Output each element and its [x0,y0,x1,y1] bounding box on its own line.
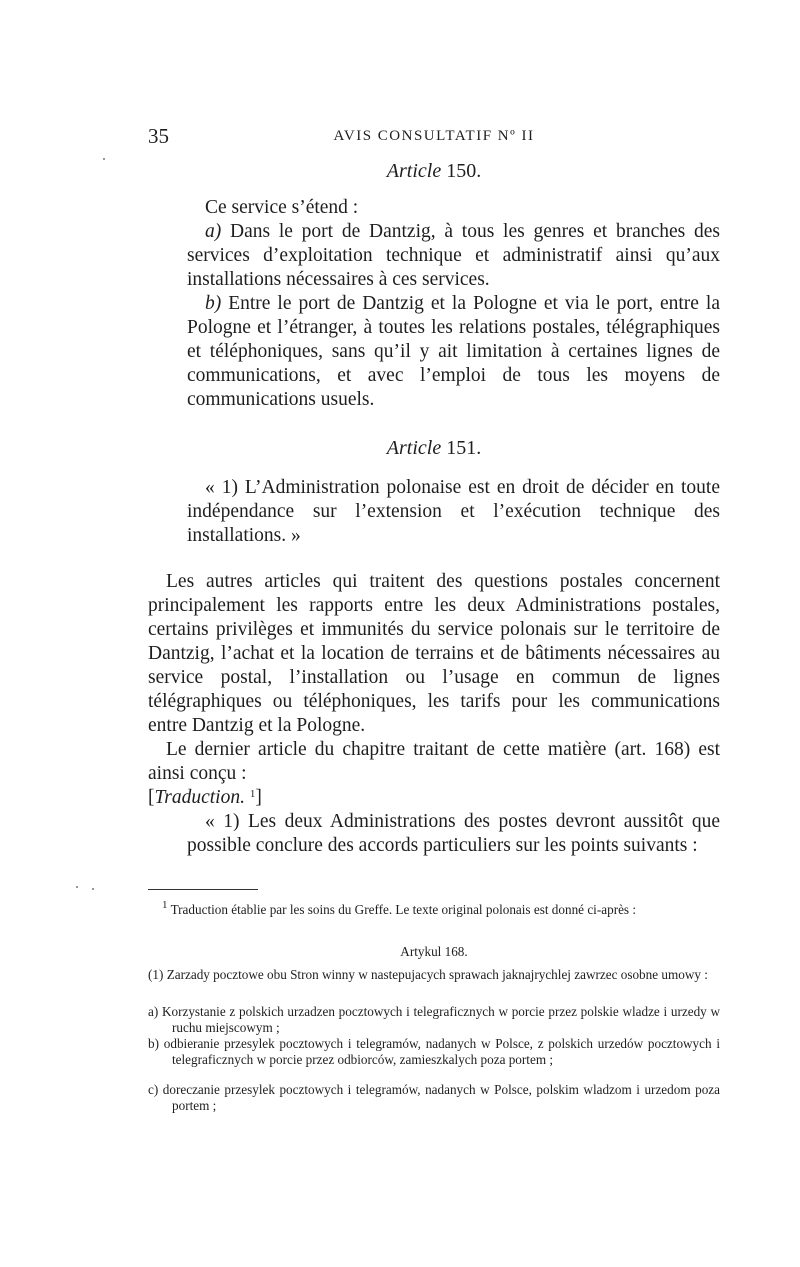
polish-item-a [148,1004,720,1036]
article-word: Article [386,437,442,459]
item-text: Entre le port de Dantzig et la Pologne et via le port, entre la Pologne et l’étranger, à toutes les relations postales, télégraphiques et téléphoniques, sans qu’il y ait limitation à certaines lignes de communications, et avec l’emploi de tous les moyens de communications usuels. [187,293,720,410]
polish-marker: c) [148,1082,159,1097]
polish-paragraph-1 [148,967,720,983]
article-150-item-b [187,292,720,412]
article-number: 150. [446,160,482,182]
polish-item-c [148,1082,720,1114]
polish-text: Zarzady pocztowe obu Stron winny w nastepujacych sprawach jaknajrychlej zawrzec osobne umowy : [166,967,708,982]
polish-heading: Artykul 168. [400,944,468,959]
bracket-close: ] [255,787,262,808]
polish-item-b [148,1036,720,1068]
quoted-article-168: « 1) Les deux Administrations des postes devront aussitôt que possible conclure des accords particuliers sur les points suivants : [187,811,720,856]
polish-text: Korzystanie z polskich urzadzen pocztowych i telegraficznych w porcie przez polskie wladze i urzedy w ruchu miejscowym ; [161,1004,720,1035]
footnote-text: Traduction établie par les soins du Greffe. Le texte original polonais est donné ci-après : [170,902,637,917]
article-151-title [148,437,720,460]
article-150-intro: Ce service s’étend : [205,197,359,218]
traduction-word: Traduction. [154,787,245,808]
body-paragraph-1: Les autres articles qui traitent des questions postales concernent principalement les rapports entre les deux Administrations postales, certains privilèges et immunités du service polonais sur le territoire de Dantzig, l’achat et la location de terrains et de bâtiments nécessaires au service postal, l’installation ou l’usage en commun de lignes télégraphiques ou téléphoniques, les tarifs pour les communications entre Dantzig et la Pologne. [148,571,720,736]
page-number: 35 [148,124,169,148]
item-text: Dans le port de Dantzig, à tous les genres et branches des services d’exploitation technique et administratif ainsi qu’aux installations nécessaires à ces services. [187,221,720,290]
item-marker: a) [205,221,222,242]
traduction-label [148,786,720,810]
article-150-title [148,160,720,183]
footnote-marker: 1 [162,899,168,911]
polish-text: odbieranie przesylek pocztowych i telegramów, nadanych w Polsce, z polskich urzedów pocztowych i telegraficznych w porcie przez odbiorców, zamieszkalych poza portem ; [163,1036,721,1067]
bracket-open: [ [148,787,155,808]
scan-speck [103,158,105,160]
polish-marker: b) [148,1036,159,1051]
polish-marker: (1) [148,967,164,982]
footnote-ref: 1 [249,788,256,800]
scan-speck [92,888,94,890]
running-title: AVIS CONSULTATIF Nº II [333,128,535,144]
footnote-1 [148,899,720,918]
body-paragraph-2: Le dernier article du chapitre traitant de cette matière (art. 168) est ainsi conçu : [148,739,720,784]
article-151-text: « 1) L’Administration polonaise est en droit de décider en toute indépendance sur l’extension et l’exécution technique des installations. » [187,477,720,546]
polish-marker: a) [148,1004,159,1019]
article-number: 151. [446,437,482,459]
scan-speck [76,886,78,888]
article-150-item-a [187,220,720,292]
footnote-rule [148,889,258,890]
page-header [148,124,720,150]
polish-text: doreczanie przesylek pocztowych i telegramów, nadanych w Polsce, polskim wladzom i urzedom poza portem ; [162,1082,721,1113]
item-marker: b) [205,293,222,314]
article-word: Article [386,160,442,182]
